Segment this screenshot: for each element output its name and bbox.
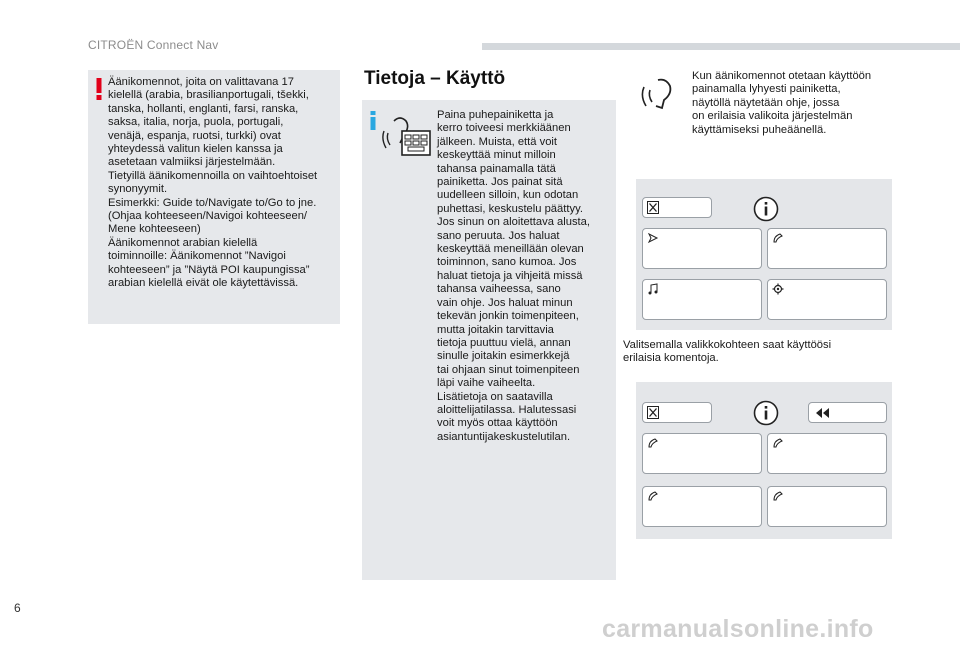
- info-circle-icon[interactable]: [753, 196, 779, 222]
- back-tile[interactable]: [808, 402, 887, 423]
- warning-text: Äänikomennot, joita on valittavana 17 kielellä (arabia, brasilianportugali, tšekki, tanska, hollanti, englanti, farsi, ranska, saksa, italia, norja, puola, portugali, venäjä, espanja, ruotsi, turkki) ovat yhteydessä valitun kielen kanssa ja asetetaan valmiiksi järjestelmään. Tietyillä äänikomennoilla on vaihtoehtoiset synonyymit. Esimerkki: Guide to/Navigate to/Go to jne. (Ohjaa kohteeseen/Navigoi kohteeseen/ Mene kohteeseen) Äänikomennot arabian kielellä toiminnoille: Äänikomennot ”Navigoi kohteeseen” ja ”Näytä POI kaupungissa” arabian kielellä eivät ole käytettävissä.: [108, 76, 318, 290]
- menu-text: Valitsemalla valikkokohteen saat käyttöösi erilaisia komentoja.: [623, 339, 832, 365]
- close-x-icon: [647, 406, 659, 419]
- info-circle-icon[interactable]: [753, 400, 779, 426]
- music-note-icon: [647, 283, 659, 295]
- page-number: 6: [14, 601, 21, 615]
- voice-submenu-screen: [636, 382, 892, 539]
- voice-keyboard-icon: [380, 113, 432, 157]
- voice-speaking-icon: [640, 76, 678, 112]
- phone-icon: [647, 490, 659, 502]
- section-title: Tietoja – Käyttö: [364, 68, 506, 89]
- phone-icon: [772, 490, 784, 502]
- navigation-tile[interactable]: [642, 228, 762, 269]
- info-text: Paina puhepainiketta ja kerro toiveesi merkkiäänen jälkeen. Muista, että voit keskeyttää minut milloin tahansa painamalla tätä painiketta. Jos painat sitä uudelleen silloin, kun odotan puhettasi, keskustelu päättyy. Jos sinun on aloitettava alusta, sano peruuta. Jos haluat keskeyttää meneillään olevan toiminnon, sano kumoa. Jos haluat tietoja ja vihjeitä missä tahansa vaiheessa, sano vain ohje. Jos haluat minun tekevän jonkin toimenpiteen, mutta joitakin tarvittavia tietoja puuttuu vielä, annan sinulle joitakin esimerkkejä tai ohjaan sinut toimenpiteen läpi vaihe vaiheelta. Lisätietoja on saatavilla aloittelijatilassa. Halutessasi voit myös ottaa käyttöön asiantuntijakeskustelutilan.: [437, 109, 590, 443]
- warning-exclamation-icon: [95, 78, 103, 100]
- settings-gear-icon: [772, 283, 784, 295]
- command-tile-4[interactable]: [767, 486, 887, 527]
- settings-tile[interactable]: [767, 279, 887, 320]
- info-marker-icon: [369, 111, 377, 130]
- watermark: carmanualsonline.info: [602, 615, 874, 643]
- phone-icon: [647, 437, 659, 449]
- close-x-icon: [647, 201, 659, 214]
- rewind-back-icon: [814, 407, 830, 419]
- header-title: CITROËN Connect Nav: [88, 38, 219, 52]
- music-tile[interactable]: [642, 279, 762, 320]
- command-tile-3[interactable]: [642, 486, 762, 527]
- phone-tile[interactable]: [767, 228, 887, 269]
- command-tile-1[interactable]: [642, 433, 762, 474]
- header-bar: [482, 43, 960, 50]
- phone-icon: [772, 437, 784, 449]
- navigation-arrow-icon: [647, 232, 659, 244]
- voice-text: Kun äänikomennot otetaan käyttöön painamalla lyhyesti painiketta, näytöllä näytetään ohje, jossa on erilaisia valikoita järjestelmän käyttämiseksi puheäänellä.: [692, 70, 872, 136]
- phone-icon: [772, 232, 784, 244]
- voice-menu-screen: [636, 179, 892, 330]
- close-tile[interactable]: [642, 402, 712, 423]
- close-tile[interactable]: [642, 197, 712, 218]
- command-tile-2[interactable]: [767, 433, 887, 474]
